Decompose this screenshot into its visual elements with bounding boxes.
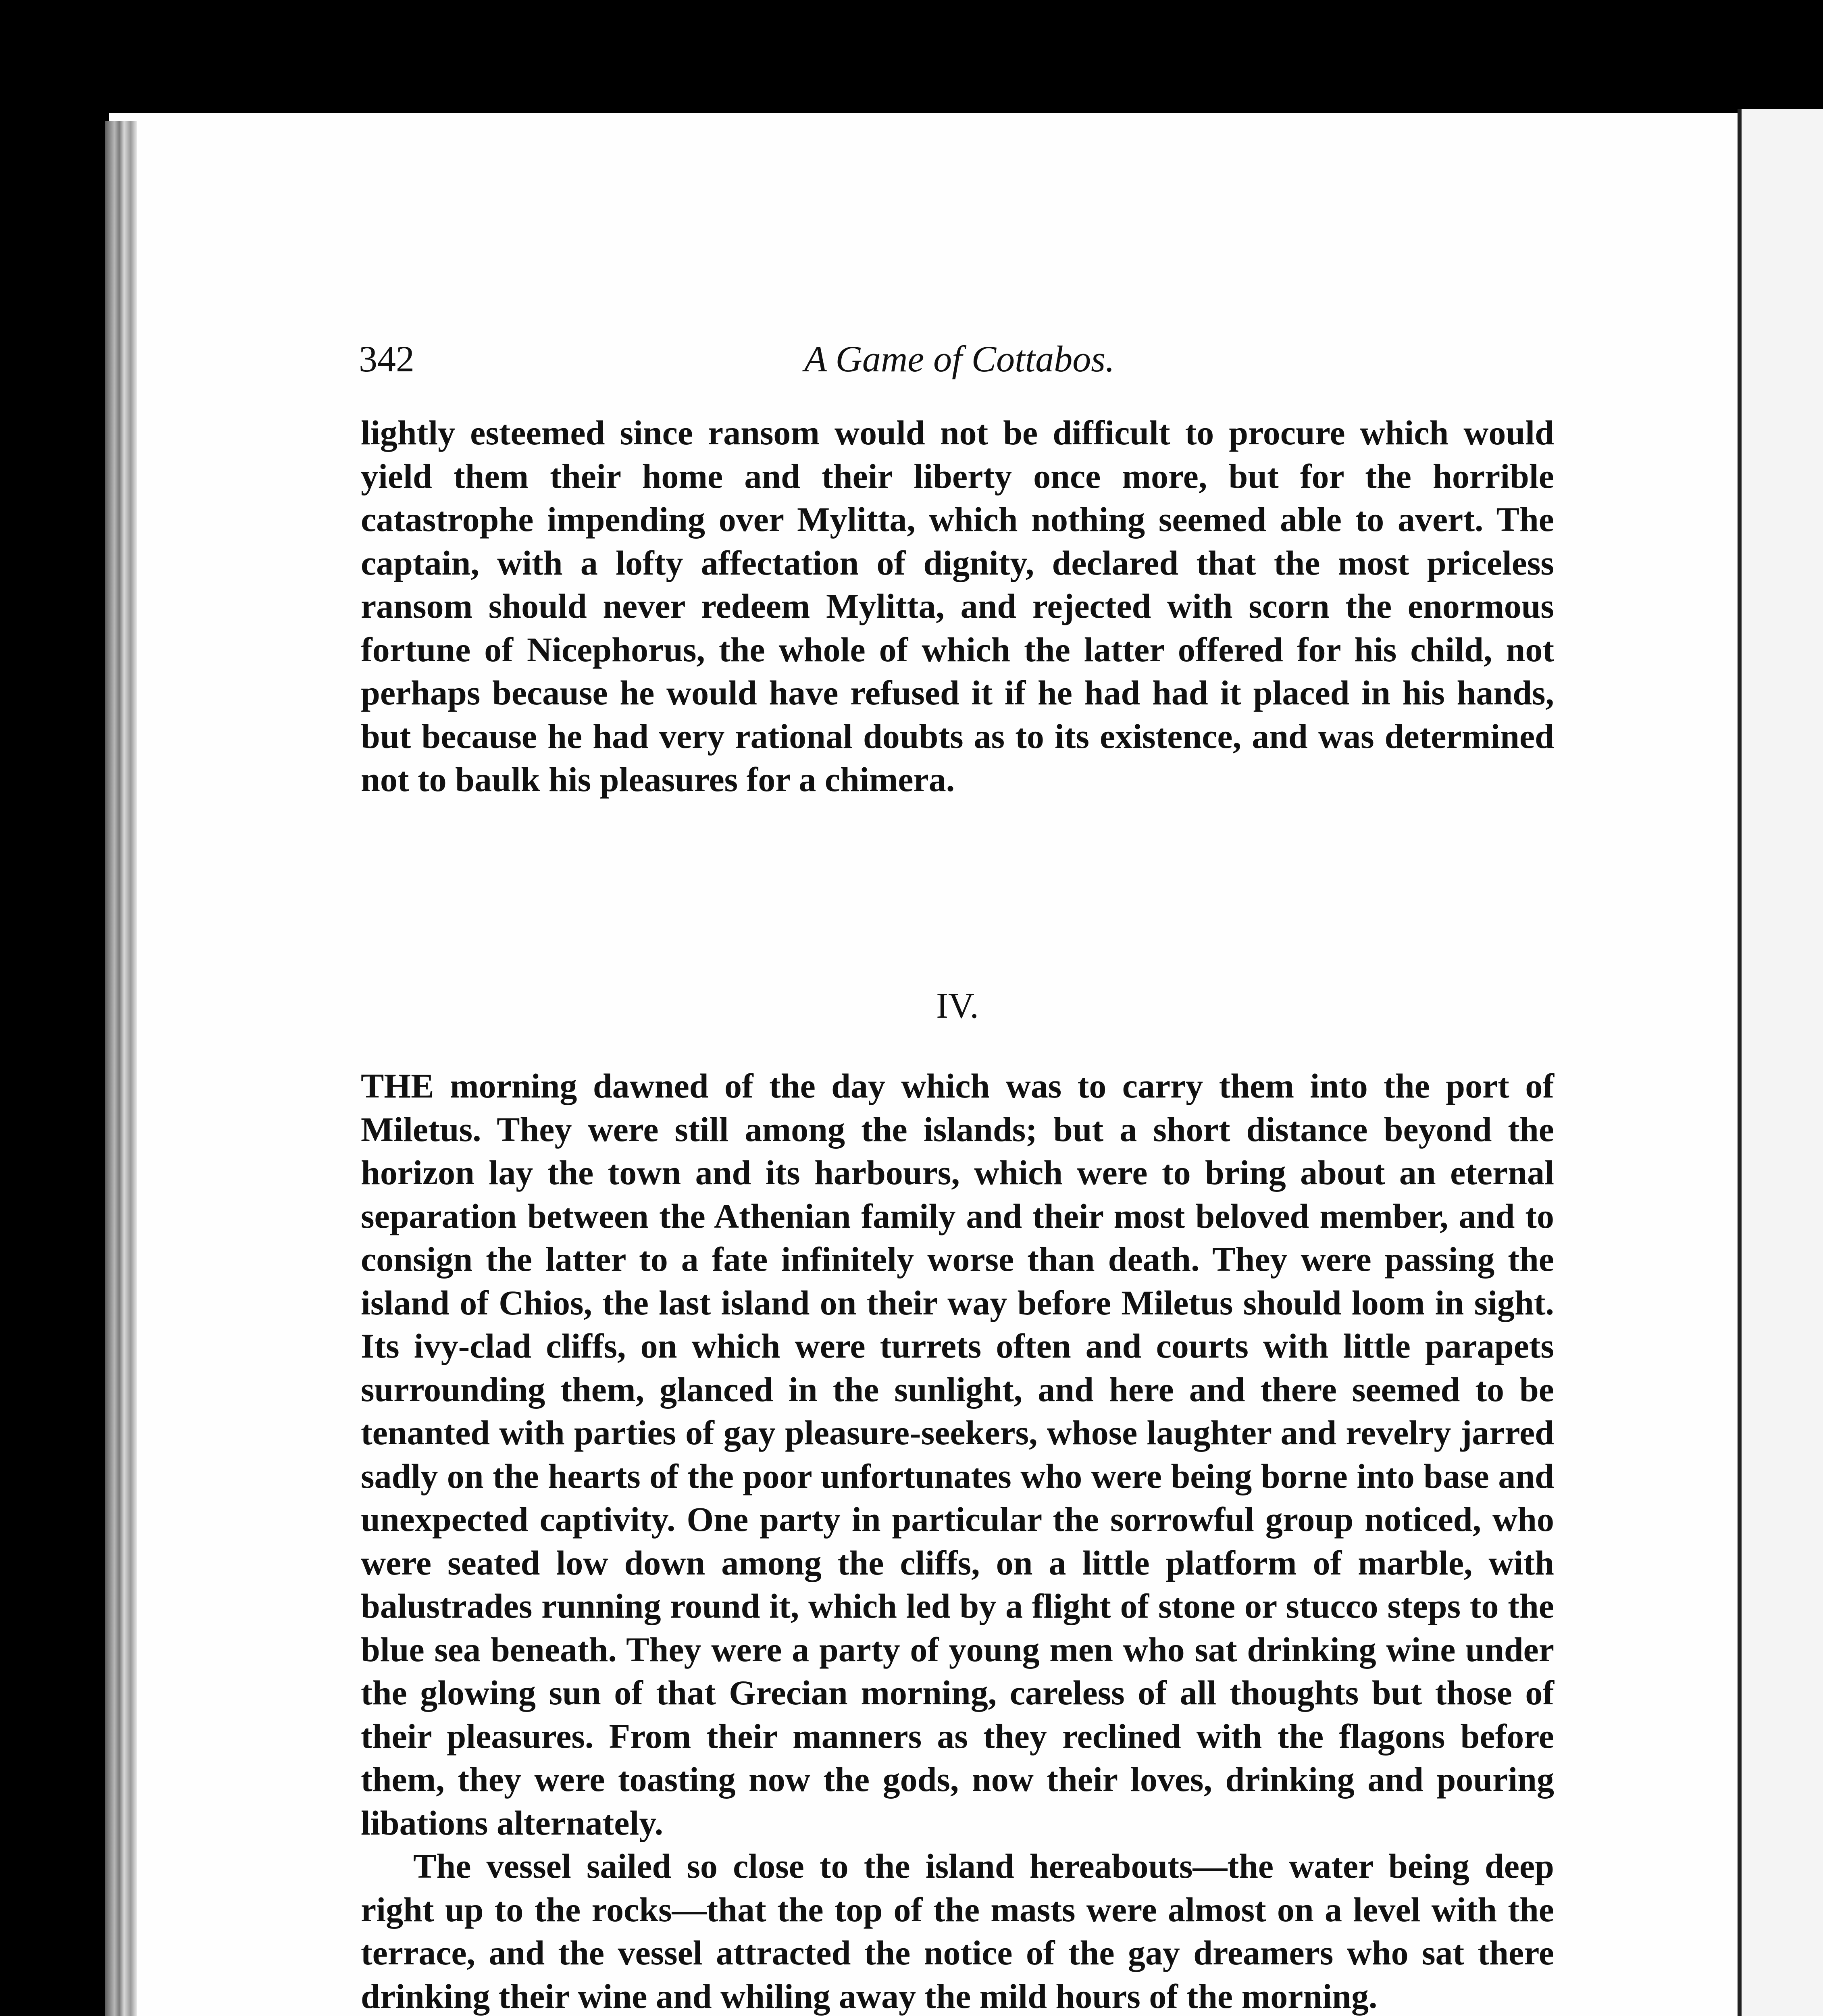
running-head [359,331,1560,387]
paragraph: lightly esteemed since ransom would not be difficult to procure which would yield them their home and their liberty once more, but for the horrible catastrophe impending over Mylitta, which nothing seemed able to avert. The captain, with a lofty affectation of dignity, declared that the most priceless ransom should never redeem Mylitta, and rejected with scorn the enormous fortune of Nicephorus, the whole of which the latter offered for his child, not perhaps because he would have refused it if he had had it placed in his hands, but because he had very rational doubts as to its existence, and was determined not to baulk his pleasures for a chimera. [361,413,1554,799]
paragraph: THE morning dawned of the day which was to carry them into the port of Miletus. They were still among the islands; but a short distance beyond the horizon lay the town and its harbours, which were to bring about an eternal separation between the Athenian family and their most beloved member, and to consign the latter to a fate infinitely worse than death. They were passing the island of Chios, the last island on their way before Miletus should loom in sight. Its ivy-clad cliffs, on which were turrets often and courts with little parapets surrounding them, glanced in the sunlight, and here and there seemed to be tenanted with parties of gay pleasure-seekers, whose laughter and revelry jarred sadly on the hearts of the poor unfortunates who were being borne into base and unexpected captivity. One party in particular the sorrowful group noticed, who were seated low down among the cliffs, on a little platform of marble, with balustrades running round it, which led by a flight of stone or stucco steps to the blue sea beneath. They were a party of young men who sat drinking wine under the glowing sun of that Grecian morning, careless of all thoughts but those of their pleasures. From their manners as they reclined with the flagons before them, they were toasting now the gods, now their loves, drinking and pouring libations alternately. [361,1066,1554,1842]
facing-page-edge [1738,109,1823,2016]
running-title: A Game of Cottabos. [804,338,1115,379]
paragraph: The vessel sailed so close to the island hereabouts—the water being deep right up to the rocks—that the top of the masts were almost on a level with the terrace, and the vessel attracted the notice of the gay dreamers who sat there drinking their wine and whiling away the mild hours of the morning. [361,1847,1554,2016]
book-spine-edge [105,121,137,2016]
text-block-top [361,411,1554,802]
text-block-section [361,1064,1554,2016]
page-number: 342 [359,338,414,379]
section-heading: IV. [936,986,979,1026]
